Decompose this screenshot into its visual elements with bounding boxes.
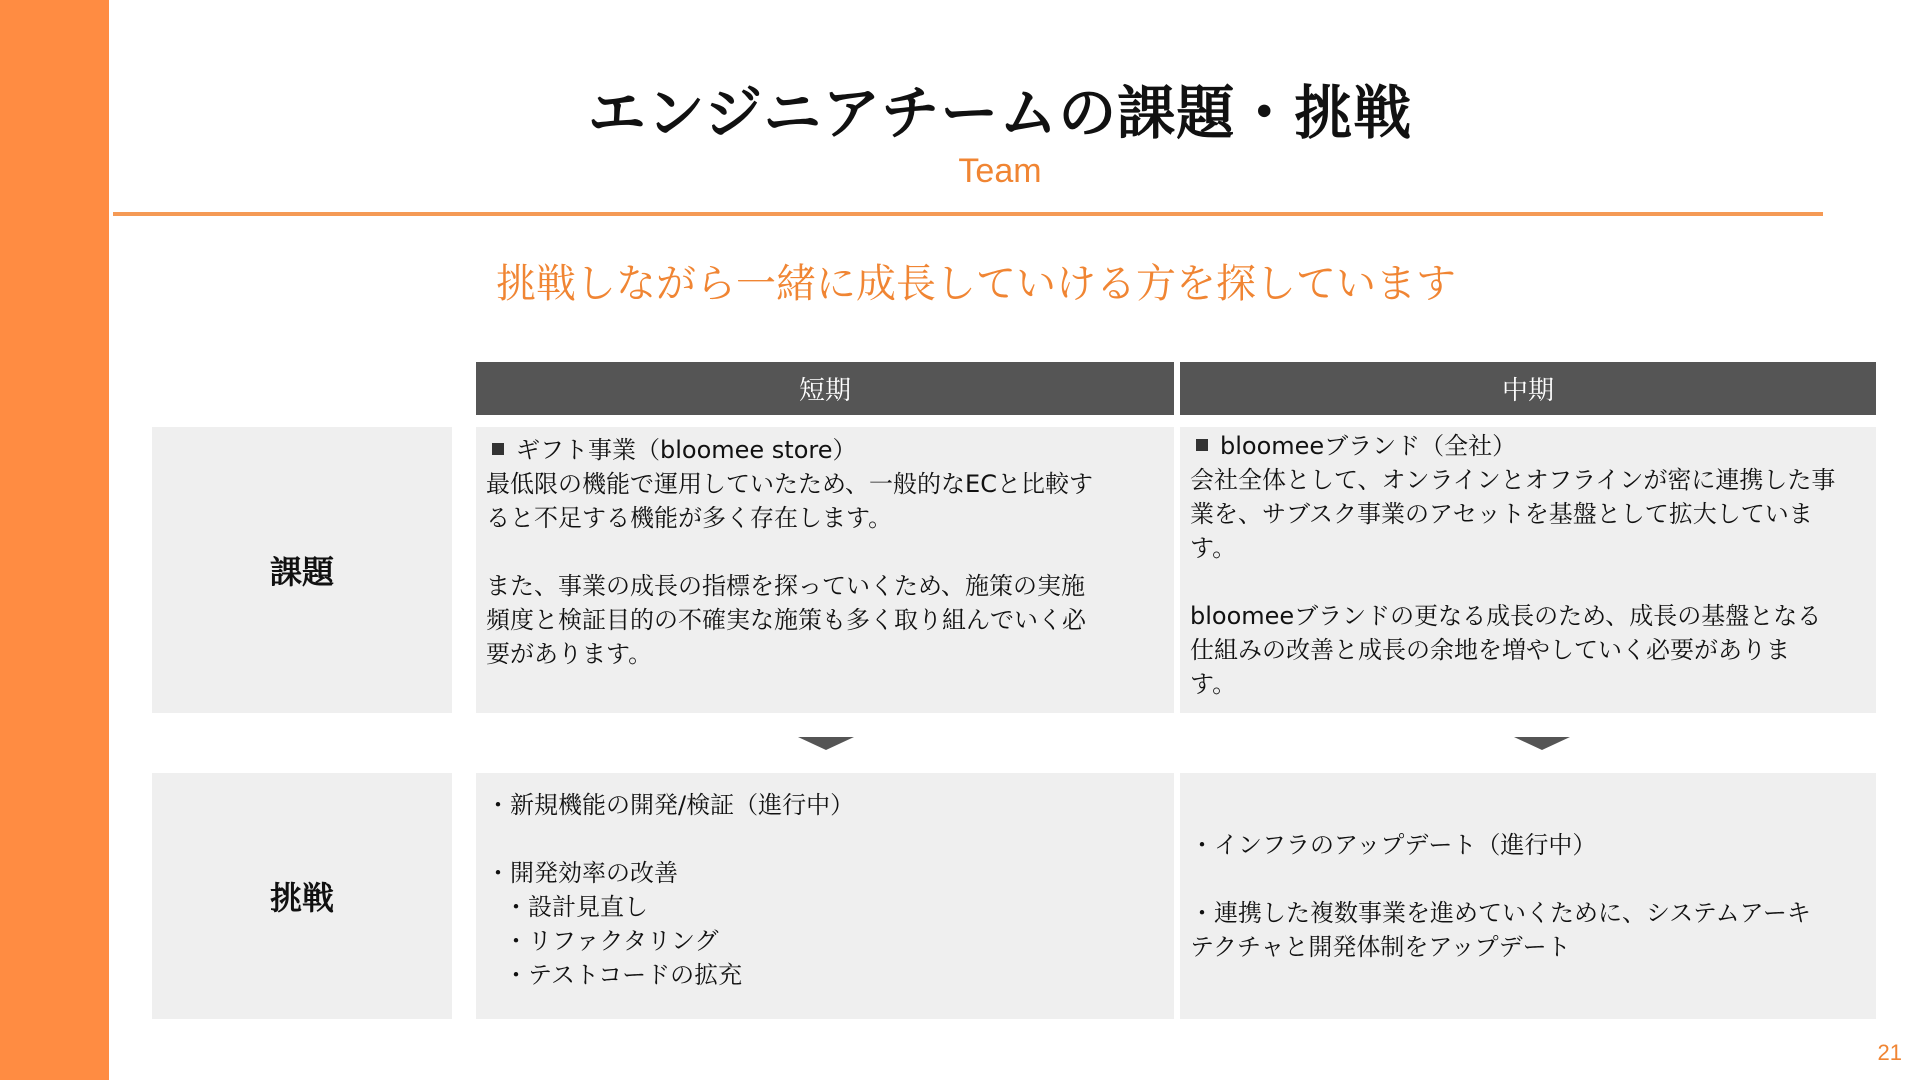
square-bullet-icon <box>1196 439 1208 451</box>
row-label-issues: 課題 <box>152 427 452 713</box>
down-arrow-icon <box>1514 737 1570 750</box>
text-line: 要があります。 <box>486 640 653 668</box>
challenges-mid-term-cell <box>1180 773 1876 1019</box>
text-line: ・新規機能の開発/検証（進行中） <box>486 791 855 819</box>
text-line: す。 <box>1190 534 1237 562</box>
issues-short-term-heading: ギフト事業（bloomee store） <box>486 433 1162 467</box>
paragraph-gap <box>486 535 1162 569</box>
text-line: ・設計見直し <box>504 893 648 921</box>
issues-short-term-cell <box>476 427 1174 713</box>
paragraph-gap <box>1190 862 1864 896</box>
text-line: 頻度と検証目的の不確実な施策も多く取り組んでいく必 <box>486 606 1086 634</box>
title-divider <box>113 212 1823 216</box>
text-line: 会社全体として、オンラインとオフラインが密に連携した事 <box>1190 466 1836 494</box>
text-line: 仕組みの改善と成長の余地を増やしていく必要がありま <box>1190 636 1790 664</box>
paragraph-gap <box>1190 565 1864 599</box>
text-line: bloomeeブランドの更なる成長のため、成長の基盤となる <box>1190 602 1822 630</box>
challenges-short-term-cell <box>476 773 1174 1019</box>
text-line: ・リファクタリング <box>504 927 719 955</box>
page-number: 21 <box>1877 1040 1902 1065</box>
slide-subtitle: Team <box>958 152 1042 190</box>
row-label-challenges: 挑戦 <box>152 773 452 1019</box>
text-line: ・連携した複数事業を進めていくために、システムアーキ <box>1190 899 1811 927</box>
text-line: 業を、サブスク事業のアセットを基盤として拡大していま <box>1190 500 1813 528</box>
text-line: ・テストコードの拡充 <box>504 961 743 989</box>
paragraph-gap <box>486 822 1162 856</box>
down-arrow-icon <box>798 737 854 750</box>
issues-mid-term-cell <box>1180 427 1876 713</box>
text-line: ・開発効率の改善 <box>486 859 678 887</box>
slide-title: エンジニアチームの課題・挑戦 <box>587 79 1413 147</box>
text-line: ・インフラのアップデート（進行中） <box>1190 831 1597 859</box>
column-header-short-term: 短期 <box>476 362 1174 415</box>
text-line: ると不足する機能が多く存在します。 <box>486 504 893 532</box>
text-line: また、事業の成長の指標を探っていくため、施策の実施 <box>486 572 1086 600</box>
text-line: 最低限の機能で運用していたため、一般的なECと比較す <box>486 470 1093 498</box>
text-line: テクチャと開発体制をアップデート <box>1190 933 1571 961</box>
column-header-mid-term: 中期 <box>1180 362 1876 415</box>
catchphrase: 挑戦しながら一緒に成長していける方を探しています <box>496 261 1456 307</box>
issues-mid-term-heading: bloomeeブランド（全社） <box>1190 429 1864 463</box>
square-bullet-icon <box>492 443 504 455</box>
text-line: す。 <box>1190 670 1237 698</box>
